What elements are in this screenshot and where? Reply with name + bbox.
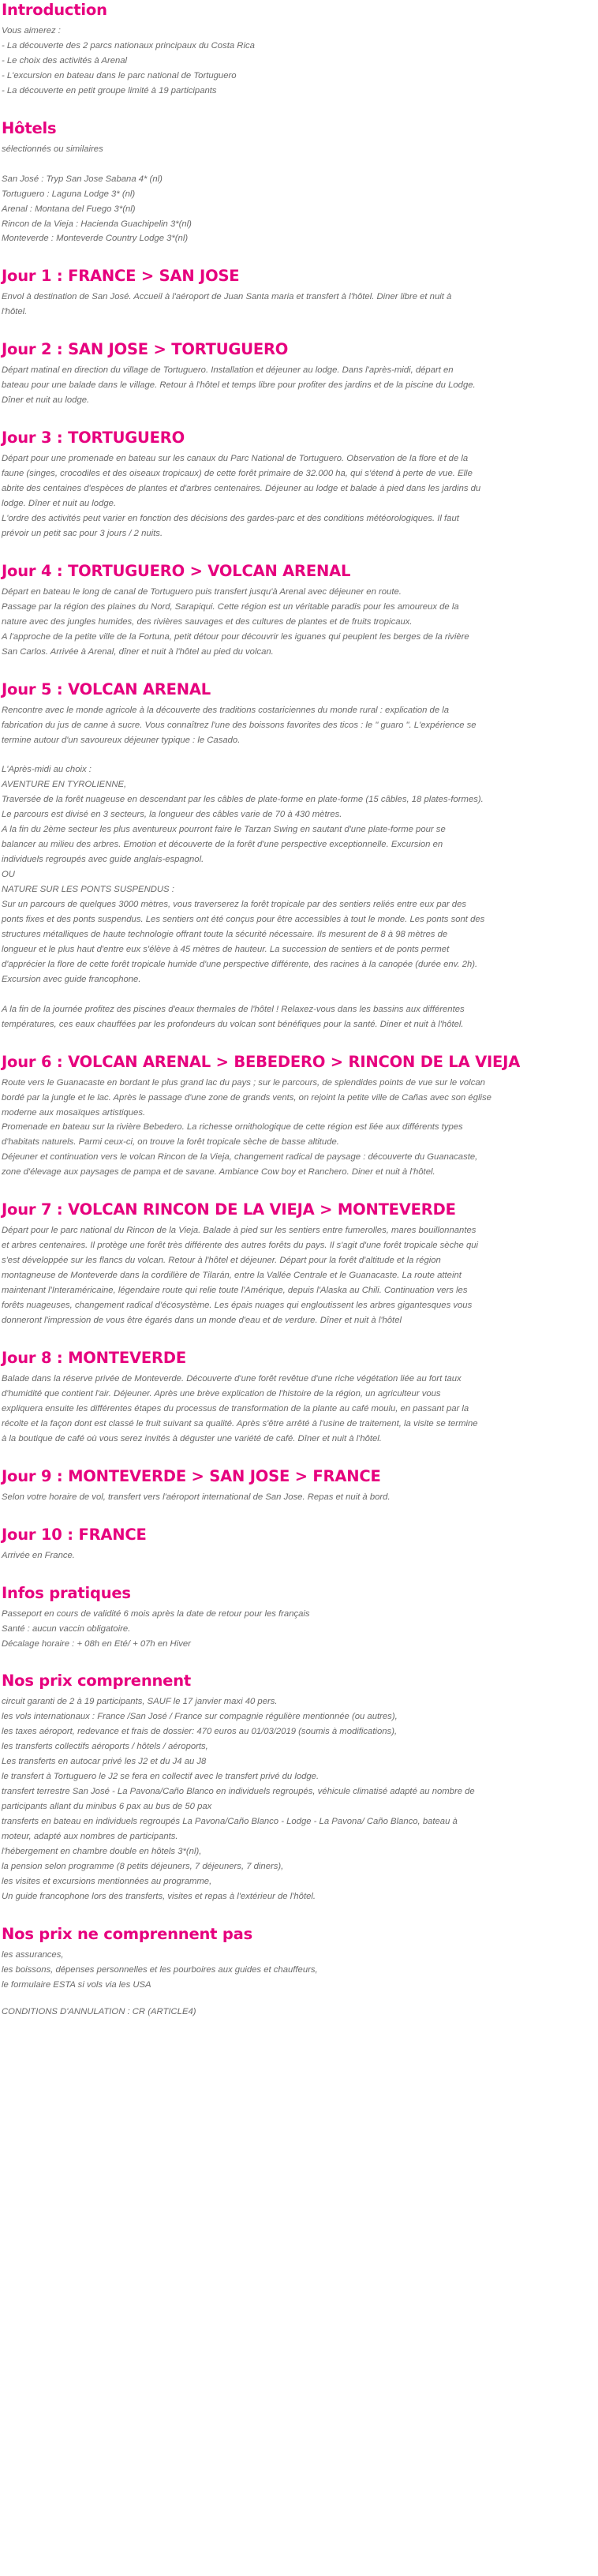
text-line: le formulaire ESTA si vols via les USA: [2, 1979, 151, 1990]
text-line: et arbres centenaires. Il protège une forêt très différente des autres forêts du pays. Il s'agit d'une forêt tropicale sèche qui: [2, 1241, 479, 1251]
text-line: la pension selon programme (8 petits déjeuners, 7 déjeuners, 7 diners),: [2, 1861, 284, 1871]
section-jour-6-volcan-arenal-bebedero-rincon-de-la-vieja: [2, 1044, 579, 1181]
text-line: longueur et le plus haut d'entre eux s'élève à 45 mètres de hauteur. La succession de sentiers et de ponts permet: [2, 944, 450, 954]
section-heading: Jour 6 : VOLCAN ARENAL > BEBEDERO > RINCON DE LA VIEJA: [2, 1052, 521, 1071]
text-line: Promenade en bateau sur la rivière Bebedero. La richesse ornithologique de cette région est liée aux différents types: [2, 1122, 463, 1133]
section-body: [2, 1694, 579, 1904]
text-line: prévoir un petit sac pour 3 jours / 2 nuits.: [2, 528, 163, 538]
text-line: Déjeuner et continuation vers le volcan Rincon de la Vieja, changement radical de paysage : découverte du Guanacaste,: [2, 1152, 478, 1163]
section-body: [2, 1076, 579, 1181]
section-heading: Jour 9 : MONTEVERDE > SAN JOSE > FRANCE: [2, 1466, 381, 1485]
section-heading: Introduction: [2, 1, 107, 19]
text-line: bateau pour une balade dans le village. Retour à l'hôtel et temps libre pour profiter des jardins et de la piscine du Lodge.: [2, 380, 476, 391]
text-line: à la boutique de café où vous serez invités à déguster une variété de café. Dîner et nuit à l'hôtel.: [2, 1433, 382, 1443]
text-line: termine autour d'un savoureux déjeuner typique : le Casado.: [2, 735, 241, 745]
section-jour-10-france: [2, 1517, 579, 1563]
text-line: Traversée de la forêt nuageuse en descendant par les câbles de plate-forme en plate-forme (15 câbles, 18 plates-formes).: [2, 795, 484, 805]
text-line: les boissons, dépenses personnelles et les pourboires aux guides et chauffeurs,: [2, 1964, 318, 1975]
section-heading: Jour 1 : FRANCE > SAN JOSE: [2, 267, 240, 286]
section-heading: Nos prix comprennent: [2, 1672, 192, 1690]
text-line: Selon votre horaire de vol, transfert vers l'aéroport international de San Jose. Repas et nuit à bord.: [2, 1492, 391, 1502]
text-line: Passeport en cours de validité 6 mois après la date de retour pour les français: [2, 1608, 310, 1619]
text-line: Balade dans la réserve privée de Monteverde. Découverte d'une forêt revêtue d'une riche végétation liée au fort taux: [2, 1373, 462, 1383]
text-line: fabrication du jus de canne à sucre. Vous connaîtrez l'une des boissons favorites des ticos : le " guaro ". L'expérience se: [2, 720, 477, 730]
text-line: températures, ces eaux chauffées par les profondeurs du volcan sont bénéfiques pour la santé. Diner et nuit à l'hôtel.: [2, 1019, 464, 1029]
section-infos-pratiques: [2, 1575, 579, 1652]
text-line: expliquera ensuite les différentes étapes du processus de transformation de la plante au café moulu, en passant par la: [2, 1403, 469, 1413]
text-line: abrite des centaines d'espèces de plantes et d'arbres centenaires. Déjeuner au lodge et balade à pied dans les jardins du: [2, 484, 481, 494]
section-jour-4-tortuguero-volcan-arenal: [2, 553, 579, 660]
text-line: nature avec des jungles humides, des rivières sauvages et des cultures de plantes et de fruits tropicaux.: [2, 616, 413, 627]
cancellation-conditions: CONDITIONS D'ANNULATION : CR (ARTICLE4): [2, 2006, 196, 2016]
text-line: forêts nuageuses, changement radical d'écosystème. Les épais nuages qui engloutissent les arbres gigantesques vous: [2, 1301, 473, 1311]
text-line: Rincon de la Vieja : Hacienda Guachipelin 3*(nl): [2, 219, 192, 229]
text-line: Route vers le Guanacaste en bordant le plus grand lac du pays ; sur le parcours, de splendides points de vue sur le volcan: [2, 1077, 485, 1088]
text-line: [2, 987, 579, 1002]
text-line: Monteverde : Monteverde Country Lodge 3*(nl): [2, 234, 189, 244]
text-line: Départ pour le parc national du Rincon de la Vieja. Balade à pied sur les sentiers entre fumerolles, mares bouillonnantes: [2, 1226, 477, 1236]
section-heading: Jour 8 : MONTEVERDE: [2, 1348, 186, 1367]
text-line: Le parcours est divisé en 3 secteurs, la longueur des câbles varie de 70 à 430 mètres.: [2, 810, 342, 820]
text-line: Passage par la région des plaines du Nord, Sarapiqui. Cette région est un véritable paradis pour les amoureux de la: [2, 601, 459, 612]
section-body: [2, 1948, 579, 1993]
text-line: Départ pour une promenade en bateau sur les canaux du Parc National de Tortuguero. Observation de la flore et de la: [2, 454, 469, 464]
text-line: San José : Tryp San Jose Sabana 4* (nl): [2, 174, 163, 184]
section-body: [2, 290, 579, 320]
text-line: ponts fixes et des ponts suspendus. Les sentiers ont été conçus pour être accessibles à tout le monde. Les ponts sont des: [2, 915, 485, 924]
text-line: d'habitats naturels. Parmi ceux-ci, on trouve la forêt tropicale sèche de basse altitude.: [2, 1137, 339, 1148]
text-line: sélectionnés ou similaires: [2, 144, 103, 154]
text-line: d'humidité que contient l'air. Déjeuner. Après une brève explication de l'histoire de la région, un agriculteur vous: [2, 1388, 441, 1398]
text-line: L'ordre des activités peut varier en fonction des décisions des gardes-parc et des conditions météorologiques. Il faut: [2, 514, 459, 523]
text-line: Dîner et nuit au lodge.: [2, 395, 90, 406]
section-heading: Jour 3 : TORTUGUERO: [2, 429, 185, 447]
text-line: Rencontre avec le monde agricole à la découverte des traditions costariciennes du monde rural : explication de la: [2, 705, 450, 715]
text-line: - L'excursion en bateau dans le parc national de Tortuguero: [2, 70, 237, 80]
section-jour-3-tortuguero: [2, 420, 579, 541]
text-line: Vous aimerez :: [2, 26, 61, 36]
text-line: Envol à destination de San José. Accueil à l'aéroport de Juan Santa maria et transfert à l'hôtel. Diner libre et nuit à: [2, 292, 452, 302]
text-line: transferts en bateau en individuels regroupés La Pavona/Caño Blanco - Lodge - La Pavona/ Caño Blanco, bateau à: [2, 1817, 458, 1827]
section-body: [2, 1490, 579, 1505]
text-line: zone d'élevage aux paysages de pampa et de savane. Ambiance Cow boy et Ranchero. Diner et nuit à l'hôtel.: [2, 1167, 435, 1178]
section-introduction: [2, 0, 579, 99]
text-line: L'Après-midi au choix :: [2, 765, 92, 775]
section-jour-1-france-san-jose: [2, 258, 579, 320]
text-line: lodge. Dîner et nuit au lodge.: [2, 499, 117, 509]
section-heading: Nos prix ne comprennent pas: [2, 1924, 253, 1943]
section-nos-prix-comprennent: [2, 1663, 579, 1904]
text-line: Départ matinal en direction du village de Tortuguero. Installation et déjeuner au lodge. Dans l'après-midi, départ en: [2, 365, 454, 376]
text-line: Sur un parcours de quelques 3000 mètres, vous traverserez la forêt tropicale par des sentiers reliés entre eux par des: [2, 900, 467, 910]
text-line: maintenant l'Interaméricaine, légendaire route qui relie toute l'Amérique, depuis l'Alaska au Chili. Continuation vers les: [2, 1286, 468, 1296]
text-line: Départ en bateau le long de canal de Tortuguero puis transfert jusqu'à Arenal avec déjeuner en route.: [2, 586, 402, 597]
text-line: participants allant du minibus 6 pax au bus de 50 pax: [2, 1802, 212, 1812]
text-line: le transfert à Tortuguero le J2 se fera en collectif avec le transfert privé du lodge.: [2, 1772, 320, 1782]
text-line: San Carlos. Arrivée à Arenal, dîner et nuit à l'hôtel au pied du volcan.: [2, 646, 274, 657]
section-nos-prix-ne-comprennent-pas: [2, 1916, 579, 1993]
text-line: circuit garanti de 2 à 19 participants, SAUF le 17 janvier maxi 40 pers.: [2, 1697, 278, 1707]
text-line: bordé par la jungle et le lac. Après le passage d'une zone de grands vents, on rejoint la petite ville de Cañas avec son église: [2, 1092, 491, 1103]
text-line: Arenal : Montana del Fuego 3*(nl): [2, 204, 136, 214]
section-body: [2, 451, 579, 541]
text-line: structures métalliques de haute technologie offrant toute la sécurité nécessaire. Ils mesurent de 8 à 98 mètres de: [2, 929, 448, 939]
text-line: AVENTURE EN TYROLIENNE,: [2, 780, 127, 790]
text-line: Tortuguero : Laguna Lodge 3* (nl): [2, 189, 136, 199]
text-line: Arrivée en France.: [2, 1550, 75, 1560]
text-line: moteur, adapté aux nombres de participants.: [2, 1832, 178, 1842]
text-line: les taxes aéroport, redevance et frais de dossier: 470 euros au 01/03/2019 (soumis à modifications),: [2, 1727, 398, 1737]
section-heading: Jour 5 : VOLCAN ARENAL: [2, 680, 211, 698]
section-body: [2, 1372, 579, 1447]
section-body: [2, 363, 579, 408]
text-line: Excursion avec guide francophone.: [2, 974, 141, 984]
text-line: OU: [2, 870, 15, 880]
section-heading: Jour 7 : VOLCAN RINCON DE LA VIEJA > MONTEVERDE: [2, 1200, 456, 1219]
section-body: [2, 1548, 579, 1563]
section-jour-8-monteverde: [2, 1340, 579, 1447]
text-line: - La découverte en petit groupe limité à 19 participants: [2, 85, 217, 95]
section-heading: Jour 4 : TORTUGUERO > VOLCAN ARENAL: [2, 561, 351, 580]
text-line: [2, 748, 579, 763]
text-line: - La découverte des 2 parcs nationaux principaux du Costa Rica: [2, 40, 255, 51]
text-line: d'apprécier la flore de cette forêt tropicale humide d'une perspective différente, des racines à la canopée (durée env. 2h).: [2, 959, 478, 969]
text-line: NATURE SUR LES PONTS SUSPENDUS :: [2, 885, 174, 895]
text-line: Les transferts en autocar privé les J2 et du J4 au J8: [2, 1757, 207, 1767]
text-line: récolte et la façon dont est classé le fruit suivant sa qualité. Après s'être arrêté à l'usine de traitement, la visite se termine: [2, 1418, 478, 1428]
section-heading: Infos pratiques: [2, 1583, 131, 1602]
text-line: individuels regroupés avec guide anglais-espagnol.: [2, 855, 204, 865]
section-jour-2-san-jose-tortuguero: [2, 331, 579, 408]
section-hotels: [2, 110, 579, 247]
section-heading: Hôtels: [2, 118, 57, 137]
text-line: - Le choix des activités à Arenal: [2, 55, 128, 66]
text-line: les assurances,: [2, 1949, 64, 1960]
text-line: les transferts collectifs aéroports / hôtels / aéroports,: [2, 1742, 208, 1752]
text-line: les visites et excursions mentionnées au programme,: [2, 1876, 212, 1886]
text-line: l'hébergement en chambre double en hôtels 3*(nl),: [2, 1847, 202, 1857]
text-line: A la fin de la journée profitez des piscines d'eaux thermales de l'hôtel ! Relaxez-vous dans les bassins aux différentes: [2, 1004, 465, 1014]
section-jour-5-volcan-arenal: [2, 672, 579, 1032]
text-line: faune (singes, crocodiles et des oiseaux tropicaux) de cette forêt primaire de 32.000 ha, qui s'étend à perte de vue. Elle: [2, 469, 473, 479]
text-line: moderne aux mosaïques artistiques.: [2, 1107, 146, 1118]
text-line: Santé : aucun vaccin obligatoire.: [2, 1623, 131, 1634]
text-line: [2, 157, 579, 172]
section-body: [2, 1223, 579, 1328]
section-body: [2, 585, 579, 660]
text-line: transfert terrestre San José - La Pavona/Caño Blanco en individuels regroupés, véhicule climatisé adapté au nombre de: [2, 1787, 475, 1797]
text-line: A la fin du 2ème secteur les plus aventureux pourront faire le Tarzan Swing en sautant d'une plate-forme pour se: [2, 825, 446, 835]
text-line: montagneuse de Monteverde dans la cordillère de Tilarán, entre la Vallée Centrale et le Guanacaste. La route atteint: [2, 1271, 462, 1281]
section-heading: Jour 2 : SAN JOSE > TORTUGUERO: [2, 340, 289, 359]
text-line: Un guide francophone lors des transferts, visites et repas à l'extérieur de l'hôtel.: [2, 1891, 316, 1901]
text-line: l'hôtel.: [2, 307, 28, 317]
text-line: Décalage horaire : + 08h en Eté/ + 07h en Hiver: [2, 1638, 191, 1649]
text-line: donneront l'impression de vous être égarés dans un monde d'eau et de verdure. Dîner et nuit à l'hôtel: [2, 1316, 402, 1325]
section-body: [2, 142, 579, 247]
section-body: [2, 24, 579, 99]
section-body: [2, 1607, 579, 1652]
section-jour-7-volcan-rincon-de-la-vieja-monteverde: [2, 1192, 579, 1328]
text-line: A l'approche de la petite ville de la Fortuna, petit détour pour découvrir les iguanes qui peuplent les berges de la rivière: [2, 631, 469, 642]
text-line: les vols internationaux : France /San José / France sur compagnie régulière mentionnée (ou autres),: [2, 1712, 398, 1722]
itinerary-sections: [2, 0, 579, 1993]
section-heading: Jour 10 : FRANCE: [2, 1525, 147, 1544]
text-line: s'est développée sur les flancs du volcan. Retour à l'hôtel et déjeuner. Départ pour la forêt d'altitude et la région: [2, 1256, 441, 1266]
text-line: balancer au milieu des arbres. Emotion et découverte de la forêt d'une perspective exceptionnelle. Excursion en: [2, 840, 443, 850]
section-body: [2, 703, 579, 1032]
section-jour-9-monteverde-san-jose-france: [2, 1458, 579, 1505]
